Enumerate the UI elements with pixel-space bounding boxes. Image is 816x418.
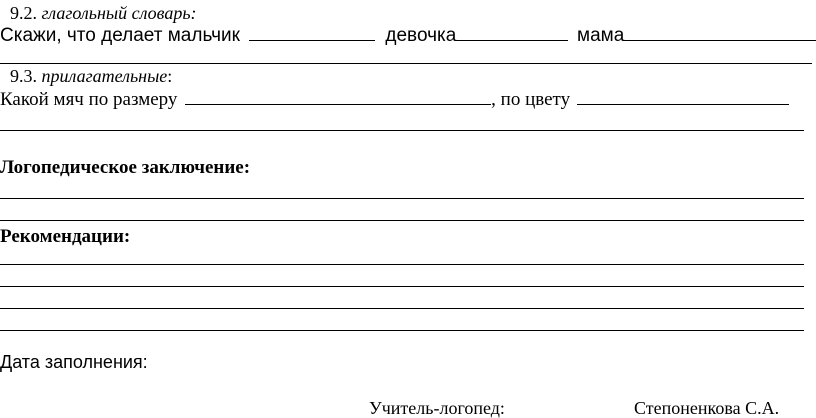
answer-blank-boy[interactable]: [249, 26, 375, 41]
answer-blank-girl[interactable]: [456, 26, 568, 41]
answer-line[interactable]: [0, 198, 804, 199]
word-girl: девочка: [385, 25, 457, 46]
answer-line[interactable]: [0, 220, 804, 221]
section-9-3-title: прилагательные: [41, 66, 168, 86]
adjective-prompt: Какой мяч по размеру: [0, 89, 178, 110]
adjective-question-row: [0, 89, 789, 111]
recommendations-heading: Рекомендации:: [0, 226, 131, 247]
answer-line[interactable]: [0, 308, 804, 309]
teacher-name: Степоненкова С.А.: [634, 398, 780, 418]
section-9-2-number: 9.2.: [10, 3, 37, 23]
answer-line[interactable]: [0, 63, 812, 64]
verb-question-row: [0, 25, 816, 47]
section-9-3-heading: [10, 66, 172, 86]
answer-line[interactable]: [0, 330, 804, 331]
section-9-3-number: 9.3.: [10, 66, 37, 86]
section-9-3-colon: :: [167, 66, 173, 86]
answer-blank-mother[interactable]: [624, 26, 816, 41]
answer-blank-size[interactable]: [185, 90, 491, 105]
answer-line[interactable]: [0, 130, 804, 131]
word-mother: мама: [577, 25, 625, 46]
answer-line[interactable]: [0, 264, 804, 265]
section-9-2-heading: [10, 3, 197, 23]
verb-prompt: Скажи, что делает мальчик: [0, 25, 240, 46]
date-label: Дата заполнения:: [0, 352, 148, 372]
answer-line[interactable]: [0, 286, 804, 287]
answer-blank-color[interactable]: [577, 90, 789, 105]
section-9-2-title: глагольный словарь:: [41, 3, 197, 23]
role-label: Учитель-логопед:: [369, 398, 505, 418]
color-label: , по цвету: [491, 89, 571, 110]
conclusion-heading: Логопедическое заключение:: [0, 157, 251, 178]
